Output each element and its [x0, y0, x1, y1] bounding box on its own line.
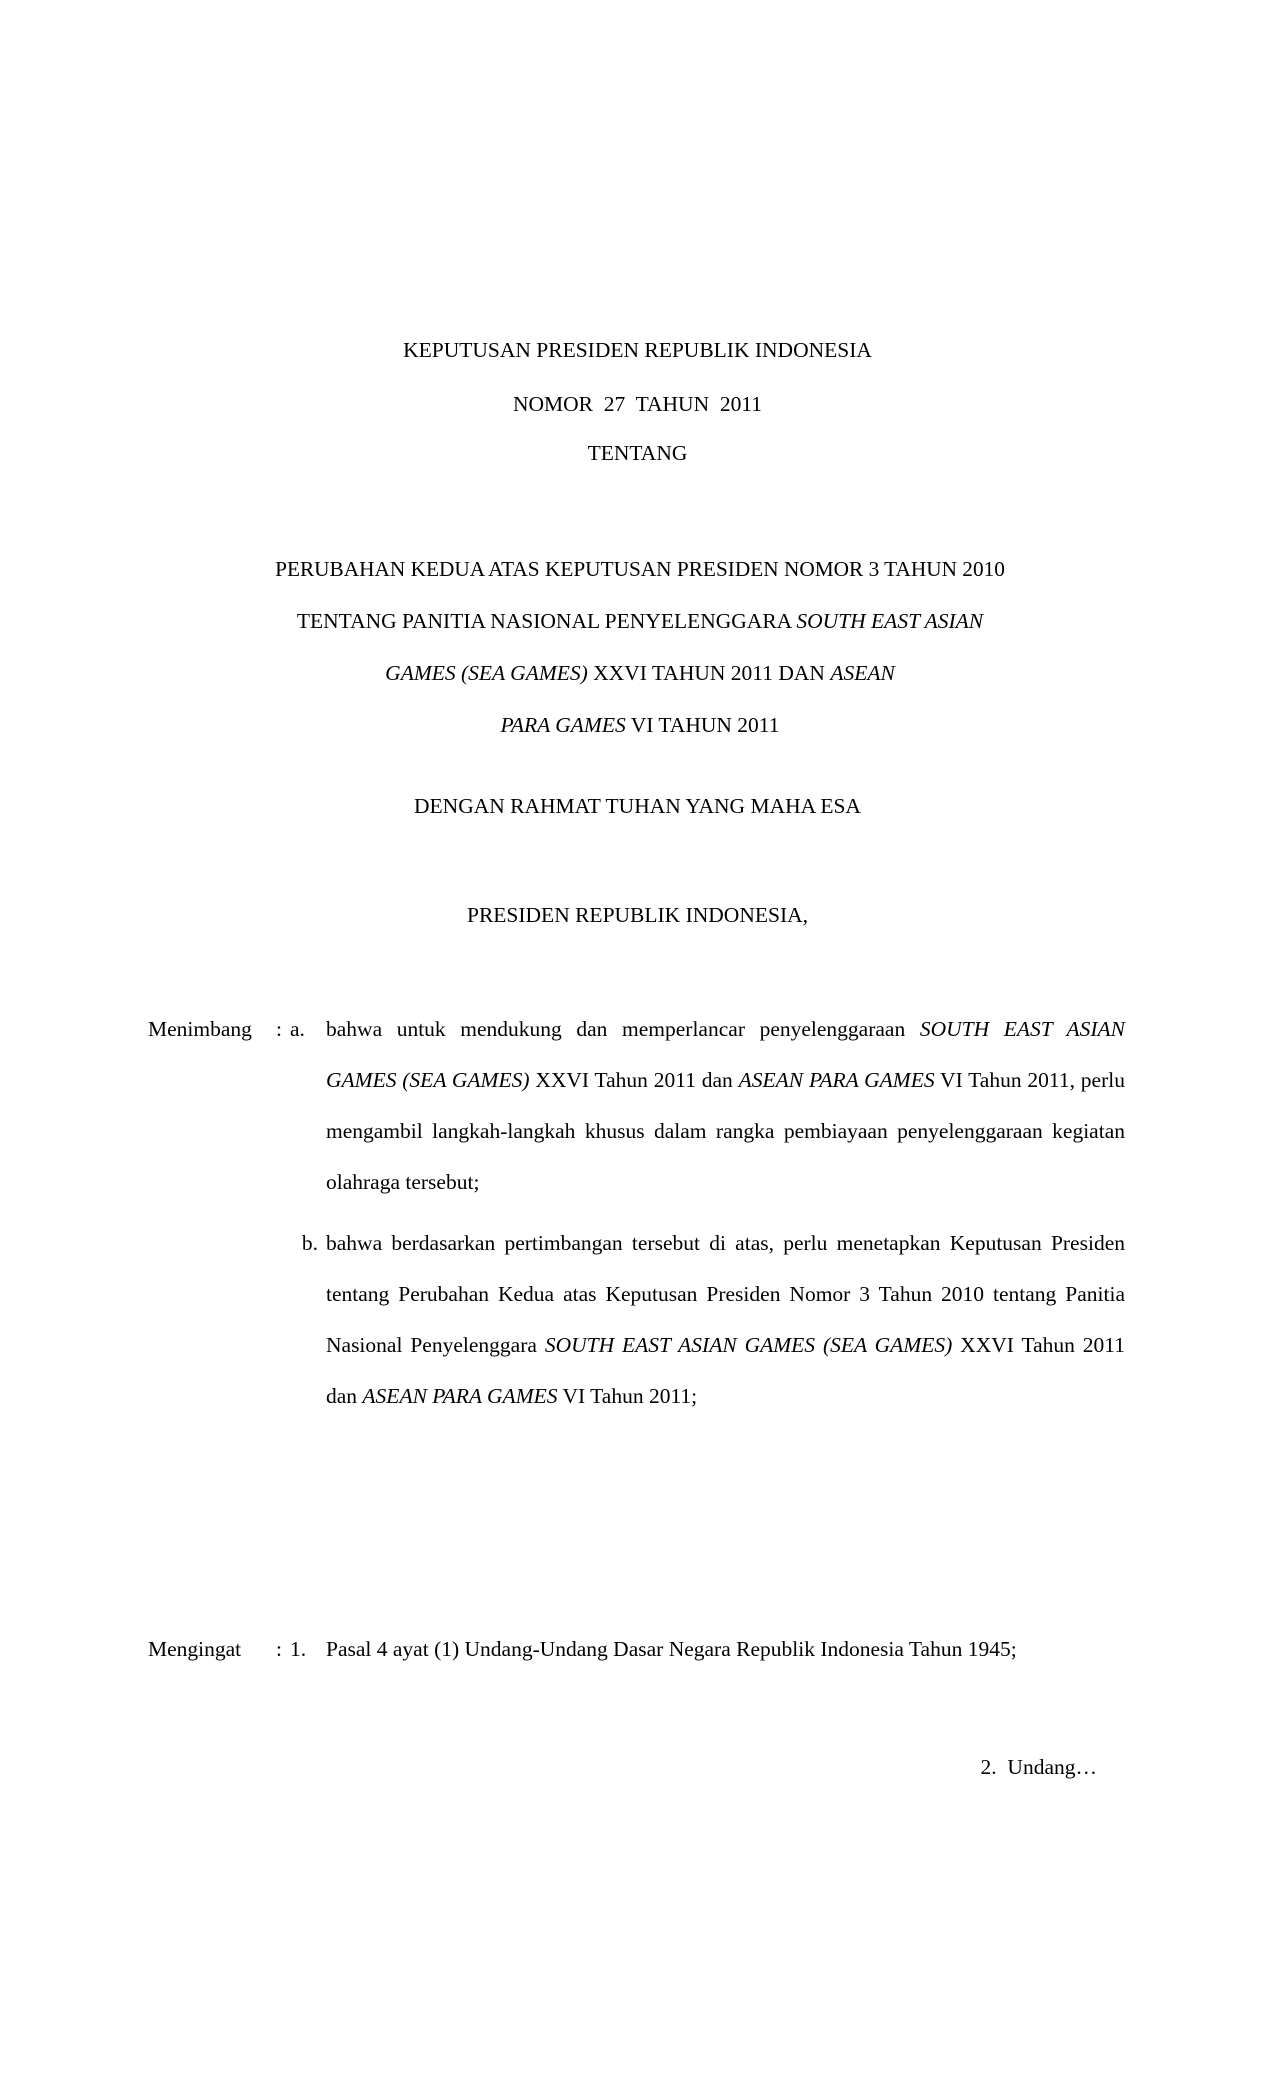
legal-basis-colon: :: [276, 1637, 282, 1661]
header-spacer-2: [150, 415, 1125, 443]
considerations-a-seg1: bahwa untuk mendukung dan memperlancar penyelenggaraan: [326, 1017, 920, 1041]
header-line-keputusan-presiden: KEPUTUSAN PRESIDEN REPUBLIK INDONESIA: [403, 338, 872, 362]
considerations-b-seg5: VI Tahun 2011;: [557, 1384, 698, 1408]
legal-basis-label: Mengingat: [148, 1637, 242, 1661]
considerations-a-seg4-italic: ASEAN PARA GAMES: [738, 1068, 935, 1092]
considerations-b-seg2-italic: SOUTH EAST ASIAN GAMES (SEA GAMES): [544, 1333, 953, 1357]
document-title: [140, 543, 1140, 751]
title-line-3-italic-asean: ASEAN: [830, 661, 895, 685]
header-line-tentang: TENTANG: [587, 441, 688, 465]
title-line-3-plain: XXVI TAHUN 2011 DAN: [587, 661, 831, 685]
invocation-line: DENGAN RAHMAT TUHAN YANG MAHA ESA: [414, 794, 861, 818]
legal-basis-marker-1: 1.: [290, 1637, 307, 1661]
legal-basis-block: [148, 1624, 1125, 1675]
considerations-item-b: [290, 1218, 1125, 1422]
considerations-text-b: [326, 1218, 1125, 1422]
considerations-b-seg3: XXVI Tahun 2011 dan: [326, 1333, 1125, 1408]
considerations-marker-a: a.: [290, 1017, 305, 1041]
legal-basis-item-1: [148, 1624, 1125, 1675]
title-line-2-italic: SOUTH EAST ASIAN: [796, 609, 984, 633]
considerations-a-seg3: XXVI Tahun 2011 dan: [529, 1068, 739, 1092]
considerations-label: Menimbang: [148, 1017, 252, 1041]
considerations-b-seg4-italic: ASEAN PARA GAMES: [362, 1384, 558, 1408]
considerations-colon: :: [276, 1017, 282, 1041]
considerations-a-seg5: VI Tahun 2011, perlu mengambil langkah-langkah khusus dalam rangka pembiayaan penyelenggaraan kegiatan olahraga tersebut;: [326, 1068, 1125, 1194]
header-spacer-1: [150, 362, 1125, 394]
title-line-4-italic: PARA GAMES: [500, 713, 626, 737]
title-line-1: PERUBAHAN KEDUA ATAS KEPUTUSAN PRESIDEN NOMOR 3 TAHUN 2010: [275, 557, 1005, 581]
considerations-block: [148, 1004, 1125, 1422]
considerations-a-seg2-italic: SOUTH EAST ASIAN GAMES (SEA GAMES): [326, 1017, 1125, 1092]
title-line-3: [140, 647, 1140, 699]
title-line-3-italic-games: GAMES (SEA GAMES): [385, 661, 588, 685]
document-header: [150, 340, 1125, 465]
title-line-4: [140, 699, 1140, 751]
title-line-4-plain: VI TAHUN 2011: [625, 713, 780, 737]
considerations-item-a: [148, 1004, 1125, 1208]
authority-line: PRESIDEN REPUBLIK INDONESIA,: [466, 903, 809, 927]
considerations-text-a: [326, 1004, 1125, 1208]
title-line-2-plain: TENTANG PANITIA NASIONAL PENYELENGGARA: [296, 609, 797, 633]
page-continuation-marker: 2. Undang…: [980, 1755, 1097, 1779]
header-line-nomor: NOMOR 27 TAHUN 2011: [512, 391, 763, 416]
considerations-marker-b: b.: [301, 1231, 318, 1255]
title-line-2: [140, 595, 1140, 647]
legal-basis-text-1: Pasal 4 ayat (1) Undang-Undang Dasar Negara Republik Indonesia Tahun 1945;: [326, 1637, 1017, 1661]
considerations-b-seg1: bahwa berdasarkan pertimbangan tersebut di atas, perlu menetapkan Keputusan Presiden tentang Perubahan Kedua atas Keputusan Presiden Nomor 3 Tahun 2010 tentang Panitia Nasional Penyelenggara: [326, 1231, 1125, 1357]
